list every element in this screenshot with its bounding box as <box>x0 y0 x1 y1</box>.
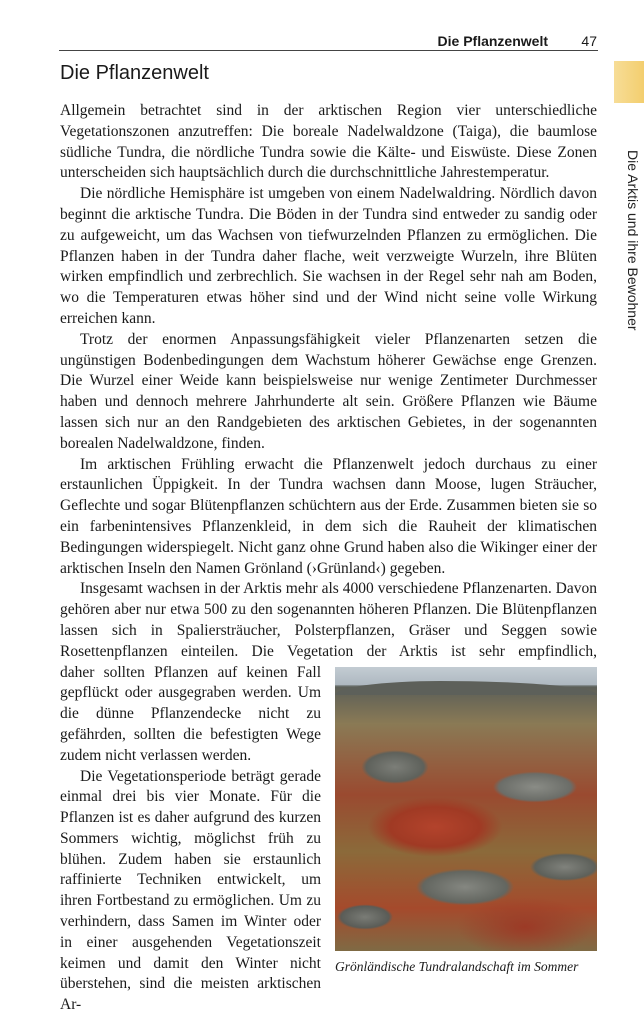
running-head-title: Die Pflanzenwelt <box>437 33 548 49</box>
running-head <box>59 32 600 52</box>
body-text <box>60 101 597 1016</box>
header-rule <box>59 50 598 51</box>
photo-caption: Grönländische Tundralandschaft im Sommer <box>335 958 579 974</box>
page-title: Die Pflanzenwelt <box>60 62 209 84</box>
page-number: 47 <box>581 33 597 49</box>
chapter-side-label: Die Arktis und ihre Bewohner <box>625 150 641 331</box>
tundra-landscape-photo <box>335 667 597 951</box>
paragraph: Im arktischen Frühling erwacht die Pflanzenwelt jedoch durchaus zu einer erstaunlichen Üppigkeit. In der Tundra wachsen dann Moose, lugen Sträucher, Geflechte und sogar Blütenpflanzen schüchtern aus der Erde. Zusammen bieten sie so ein farbenintensives Pflanzenkleid, in dem sich die Rauheit der klimatischen Bedingungen widerspiegelt. Nicht ganz ohne Grund haben also die Wikinger einer der arktischen Inseln den Namen Grönland (›Grünland‹) gegeben. <box>60 455 597 577</box>
photo-figure <box>335 667 597 1000</box>
paragraph: Allgemein betrachtet sind in der arktischen Region vier unterschiedliche Vegetationszonen anzutreffen: Die boreale Nadelwaldzone (Taiga), die baumlose südliche Tundra, die nördliche Tundra sowie die Kälte- und Eiswüste. Diese Zonen unterscheiden sich hauptsächlich durch die durchschnittliche Jahrestemperatur. <box>60 102 597 182</box>
paragraph: Die Vegetationsperiode beträgt gerade einmal drei bis vier Monate. Für die Pflanzen ist es daher aufgrund des kurzen Sommers wichtig, möglichst früh zu blühen. Zudem haben sie erstaunlich raffinierte Techniken entwickelt, um ihren Fortbestand zu ermöglichen. Um zu verhindern, dass Samen im Winter oder in einer ausgehenden Vegetationszeit keimen und damit den Winter nicht überstehen, sind die meisten arktischen Ar- <box>60 767 321 1014</box>
chapter-thumb-tab <box>614 61 644 103</box>
paragraph: Trotz der enormen Anpassungsfähigkeit vieler Pflanzenarten setzen die ungünstigen Bodenbedingungen dem Wachstum höherer Gewächse enge Grenzen. Die Wurzel einer Weide kann beispielsweise nur wenige Zentimeter Durchmesser haben und dennoch mehrere Jahrhunderte alt sein. Größere Pflanzen wie Bäume lassen sich nur an den Randgebieten des arktischen Gebietes, in der sogenannten borealen Nadelwaldzone, finden. <box>60 330 597 452</box>
paragraph-continued: daher sollten Pflanzen auf keinen Fall gepflückt oder ausgegraben werden. Um die dünne Pflanzendecke nicht zu gefährden, sollten die befestigten Wege zudem nicht verlassen werden. <box>60 663 321 764</box>
paragraph: Die nördliche Hemisphäre ist umgeben von einem Nadelwaldring. Nördlich davon beginnt die arktische Tundra. Die Böden in der Tundra sind entweder zu sandig oder zu aufgeweicht, um das Wachsen von tiefwurzelnden Pflanzen zu ermöglichen. Die Pflanzen haben in der Tundra daher flache, weit verzweigte Wurzeln, ihre Blüten wirken empfindlich und zerbrechlich. Sie wachsen in der Regel sehr nah am Boden, wo die Temperaturen etwas höher sind und der Wind nicht seine volle Wirkung erreichen kann. <box>60 185 597 327</box>
paragraph: Insgesamt wachsen in der Arktis mehr als 4000 verschiedene Pflanzenarten. Davon gehören aber nur etwa 500 zu den sogenannten höheren Pflanzen. Die Blütenpflanzen lassen sich in Spaliersträucher, Polsterpflanzen, Gräser und Seggen sowie Rosettenpflanzen einteilen. Die Vegetation der Arktis ist sehr empfindlich, <box>60 580 597 660</box>
